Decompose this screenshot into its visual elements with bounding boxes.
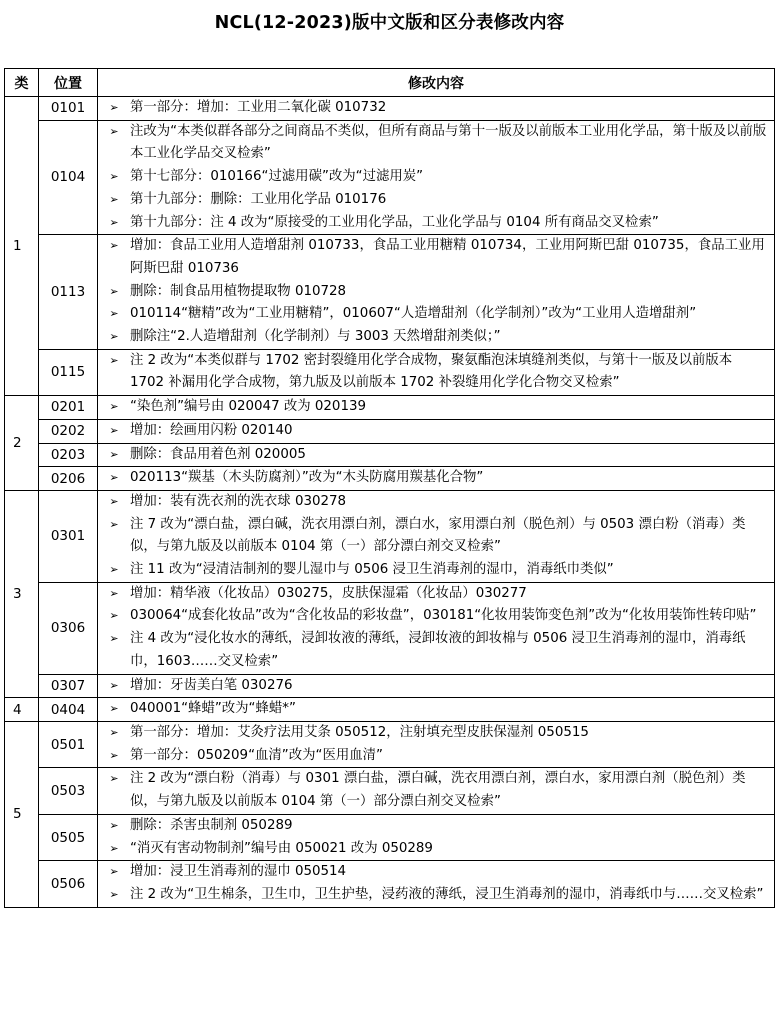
list-item [98, 815, 770, 838]
header-position: 位置 [39, 69, 98, 97]
content-cell [98, 396, 775, 420]
item-text: 注 2 改为“本类似群与 1702 密封裂缝用化学合成物，聚氨酯泡沫填缝剂类似，与第十一版及以前版本 1702 补漏用化学合成物，第九版及以前版本 1702 补裂缝用化学化合物交叉检索” [130, 352, 733, 391]
item-text: 第十九部分：注 4 改为“原接受的工业用化学品，工业化学品与 0104 所有商品交叉检索” [130, 214, 659, 230]
table-row [5, 349, 775, 395]
table-row [5, 419, 775, 443]
arrow-bullet-icon: ➢ [109, 170, 119, 184]
list-item [98, 444, 770, 467]
class-number: 4 [5, 698, 39, 722]
arrow-bullet-icon: ➢ [109, 330, 119, 344]
list-item [98, 303, 770, 326]
table-row [5, 674, 775, 698]
list-item [98, 212, 770, 235]
item-text: 增加：食品工业用人造增甜剂 010733，食品工业用糖精 010734，工业用阿斯巴甜 010735，食品工业用阿斯巴甜 010736 [130, 238, 765, 276]
list-item [98, 121, 770, 166]
content-cell [98, 582, 775, 674]
content-cell [98, 768, 775, 814]
position-code: 0104 [39, 120, 98, 235]
list-item [98, 628, 770, 673]
list-item [98, 559, 770, 582]
item-text: 第一部分：增加：工业用二氧化碳 010732 [130, 100, 387, 115]
arrow-bullet-icon: ➢ [109, 586, 119, 600]
arrow-bullet-icon: ➢ [109, 702, 119, 716]
item-text: “消灭有害动物制剂”编号由 050021 改为 050289 [130, 840, 433, 856]
list-item [98, 491, 770, 514]
position-code: 0206 [39, 467, 98, 491]
arrow-bullet-icon: ➢ [109, 841, 119, 855]
arrow-bullet-icon: ➢ [109, 284, 119, 298]
list-item [98, 326, 770, 349]
list-item [98, 745, 770, 768]
list-item [98, 838, 770, 861]
table-row [5, 582, 775, 674]
arrow-bullet-icon: ➢ [109, 609, 119, 623]
list-item [98, 420, 770, 443]
class-number: 2 [5, 396, 39, 491]
list-item [98, 514, 770, 559]
header-class: 类 [5, 69, 39, 97]
header-content: 修改内容 [98, 69, 775, 97]
position-code: 0505 [39, 814, 98, 860]
item-text: 增加：浸卫生消毒剂的湿巾 050514 [130, 864, 347, 880]
item-text: 注改为“本类似群各部分之间商品不类似，但所有商品与第十一版及以前版本工业用化学品，第十版及以前版本工业化学品交叉检索” [130, 123, 767, 162]
item-text: 注 2 改为“漂白粉（消毒）与 0301 漂白盐，漂白碱，洗衣用漂白剂，漂白水，家用漂白剂（脱色剂）类似，与第九版及以前版本 0104 第（一）部分漂白剂交叉检索” [130, 771, 746, 810]
position-code: 0404 [39, 698, 98, 722]
item-text: 040001“蜂蜡”改为“蜂蜡*” [130, 701, 296, 717]
arrow-bullet-icon: ➢ [109, 353, 119, 367]
table-row [5, 396, 775, 420]
item-text: 020113“羰基（木头防腐剂）”改为“木头防腐用羰基化合物” [130, 470, 484, 486]
table-row [5, 97, 775, 121]
table-row [5, 814, 775, 860]
table-row [5, 861, 775, 907]
table-row [5, 443, 775, 467]
arrow-bullet-icon: ➢ [109, 748, 119, 762]
item-text: 注 4 改为“浸化妆水的薄纸，浸卸妆液的薄纸，浸卸妆液的卸妆棉与 0506 浸卫生消毒剂的湿巾，消毒纸巾，1603……交叉检索” [130, 631, 746, 669]
arrow-bullet-icon: ➢ [109, 471, 119, 485]
item-text: 第一部分：050209“血清”改为“医用血清” [130, 747, 383, 763]
list-item [98, 583, 770, 606]
arrow-bullet-icon: ➢ [109, 632, 119, 646]
arrow-bullet-icon: ➢ [109, 517, 119, 531]
item-text: 增加：牙齿美白笔 030276 [130, 677, 293, 693]
list-item [98, 884, 770, 907]
position-code: 0503 [39, 768, 98, 814]
list-item [98, 698, 770, 721]
position-code: 0113 [39, 235, 98, 350]
item-text: 删除：杀害虫制剂 050289 [130, 817, 293, 833]
list-item [98, 467, 770, 490]
table-row [5, 490, 775, 582]
item-text: 010114“糖精”改为“工业用糖精”，010607“人造增甜剂（化学制剂）”改为“工业用人造增甜剂” [130, 306, 697, 322]
table-row [5, 120, 775, 235]
content-cell [98, 674, 775, 698]
arrow-bullet-icon: ➢ [109, 772, 119, 786]
content-cell [98, 698, 775, 722]
arrow-bullet-icon: ➢ [109, 192, 119, 206]
class-number: 1 [5, 97, 39, 396]
list-item [98, 675, 770, 698]
position-code: 0101 [39, 97, 98, 121]
item-text: 第十九部分：删除：工业用化学品 010176 [130, 191, 387, 207]
table-row [5, 721, 775, 767]
item-text: 第十七部分：010166“过滤用碳”改为“过滤用炭” [130, 169, 424, 185]
arrow-bullet-icon: ➢ [109, 101, 119, 114]
item-text: 增加：精华液（化妆品）030275，皮肤保湿霜（化妆品）030277 [130, 585, 527, 601]
item-text: 第一部分：增加：艾灸疗法用艾条 050512，注射填充型皮肤保湿剂 050515 [130, 724, 589, 740]
list-item [98, 768, 770, 813]
content-cell [98, 97, 775, 121]
arrow-bullet-icon: ➢ [109, 865, 119, 879]
content-cell [98, 235, 775, 350]
table-row [5, 467, 775, 491]
content-cell [98, 419, 775, 443]
list-item [98, 166, 770, 189]
arrow-bullet-icon: ➢ [109, 447, 119, 461]
arrow-bullet-icon: ➢ [109, 215, 119, 229]
position-code: 0115 [39, 349, 98, 395]
arrow-bullet-icon: ➢ [109, 494, 119, 508]
revision-table [4, 68, 775, 908]
class-number: 5 [5, 721, 39, 907]
list-item [98, 350, 770, 395]
list-item [98, 97, 770, 120]
arrow-bullet-icon: ➢ [109, 307, 119, 321]
list-item [98, 861, 770, 884]
arrow-bullet-icon: ➢ [109, 725, 119, 739]
item-text: 删除：制食品用植物提取物 010728 [130, 283, 347, 299]
list-item [98, 235, 770, 280]
list-item [98, 605, 770, 628]
list-item [98, 189, 770, 212]
position-code: 0501 [39, 721, 98, 767]
item-text: 删除：食品用着色剂 020005 [130, 446, 306, 462]
class-number: 3 [5, 490, 39, 697]
arrow-bullet-icon: ➢ [109, 818, 119, 832]
position-code: 0301 [39, 490, 98, 582]
item-text: 删除注“2.人造增甜剂（化学制剂）与 3003 天然增甜剂类似；” [130, 329, 501, 345]
content-cell [98, 443, 775, 467]
item-text: 注 11 改为“浸清洁制剂的婴儿湿巾与 0506 浸卫生消毒剂的湿巾，消毒纸巾类似” [130, 562, 614, 578]
arrow-bullet-icon: ➢ [109, 239, 119, 253]
table-row [5, 235, 775, 350]
table-row [5, 698, 775, 722]
table-row [5, 768, 775, 814]
arrow-bullet-icon: ➢ [109, 124, 119, 138]
arrow-bullet-icon: ➢ [109, 423, 119, 437]
item-text: “染色剂”编号由 020047 改为 020139 [130, 399, 367, 415]
list-item [98, 281, 770, 304]
arrow-bullet-icon: ➢ [109, 400, 119, 414]
content-cell [98, 349, 775, 395]
position-code: 0306 [39, 582, 98, 674]
list-item [98, 722, 770, 745]
position-code: 0202 [39, 419, 98, 443]
position-code: 0506 [39, 861, 98, 907]
item-text: 增加：绘画用闪粉 020140 [130, 422, 293, 438]
item-text: 增加：装有洗衣剂的洗衣球 030278 [130, 493, 347, 509]
item-text: 注 2 改为“卫生棉条，卫生巾，卫生护垫，浸药液的薄纸，浸卫生消毒剂的湿巾，消毒纸巾与……交叉检索” [130, 886, 764, 902]
arrow-bullet-icon: ➢ [109, 887, 119, 901]
content-cell [98, 861, 775, 907]
content-cell [98, 490, 775, 582]
arrow-bullet-icon: ➢ [109, 678, 119, 692]
item-text: 注 7 改为“漂白盐，漂白碱，洗衣用漂白剂，漂白水，家用漂白剂（脱色剂）与 0503 漂白粉（消毒）类似，与第九版及以前版本 0104 第（一）部分漂白剂交叉检索” [130, 516, 746, 555]
list-item [98, 396, 770, 419]
position-code: 0307 [39, 674, 98, 698]
page-title: NCL(12-2023)版中文版和区分表修改内容 [214, 13, 565, 33]
content-cell [98, 467, 775, 491]
position-code: 0201 [39, 396, 98, 420]
content-cell [98, 721, 775, 767]
arrow-bullet-icon: ➢ [109, 563, 119, 577]
content-cell [98, 814, 775, 860]
table-header-row [5, 69, 775, 97]
item-text: 030064“成套化妆品”改为“含化妆品的彩妆盘”，030181“化妆用装饰变色剂”改为“化妆用装饰性转印贴” [130, 608, 757, 624]
position-code: 0203 [39, 443, 98, 467]
content-cell [98, 120, 775, 235]
